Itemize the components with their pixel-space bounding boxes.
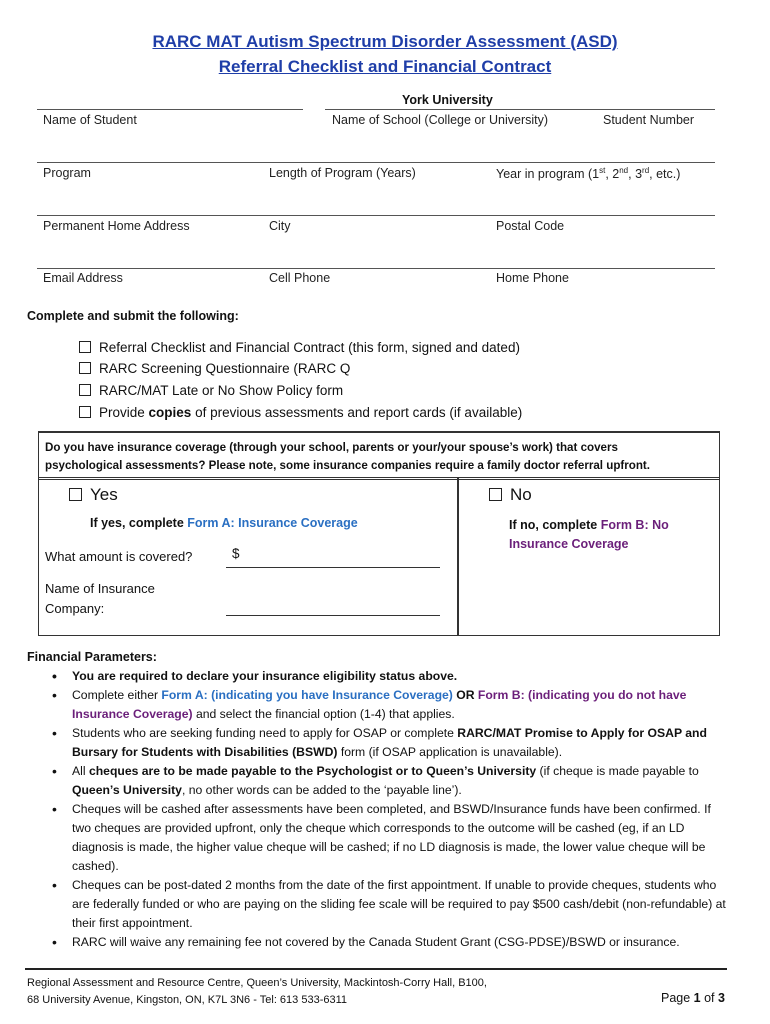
- currency-symbol: $: [232, 546, 240, 561]
- name-of-school-label: Name of School (College or University): [332, 113, 549, 127]
- form-b-link[interactable]: Form B: No: [600, 518, 669, 532]
- contact-line[interactable]: [37, 268, 715, 269]
- checklist-item[interactable]: RARC Screening Questionnaire (RARC Q: [79, 361, 350, 376]
- yes-option[interactable]: Yes: [69, 485, 118, 505]
- checkbox[interactable]: [79, 362, 91, 374]
- list-item: • Students who are seeking funding need to apply for OSAP or complete RARC/MAT Promise to Apply for OSAP and Bursary for Students with Disabilities (BSWD) form (if OSAP application is unavailable).: [72, 724, 732, 762]
- list-item: • Complete either Form A: (indicating you have Insurance Coverage) OR Form B: (indicating you do not have Insurance Coverage) and select the financial option (1-4) that applies.: [72, 686, 732, 724]
- checklist-item[interactable]: RARC/MAT Late or No Show Policy form: [79, 383, 343, 398]
- no-option[interactable]: No: [489, 485, 532, 505]
- list-item: • You are required to declare your insurance eligibility status above.: [72, 667, 732, 686]
- footer-address: Regional Assessment and Resource Centre, Queen’s University, Mackintosh-Corry Hall, B100, 68 University Avenue, Kingston, ON, K7L 3N6 - Tel: 613 533-6311: [27, 977, 487, 1006]
- page-number: Page 1 of 3: [661, 991, 725, 1005]
- student-number-label: Student Number: [603, 113, 695, 127]
- program-line[interactable]: [37, 162, 715, 163]
- name-of-student-label: Name of Student: [43, 113, 137, 127]
- insurance-question: Do you have insurance coverage (through your school, parents or your/your spouse’s work) that covers psychological assessments? Please note, some insurance companies require a family doctor referral upfront.: [45, 441, 651, 472]
- checklist-item[interactable]: Referral Checklist and Financial Contract (this form, signed and dated): [79, 340, 520, 355]
- list-item: • Cheques can be post-dated 2 months from the date of the first appointment. If unable to provide cheques, students who are federally funded or who are paying on the sliding fee scale will be required to pay $500 cash/debit (non-refundable) at their first appointment.: [72, 876, 732, 933]
- student-name-line[interactable]: [37, 109, 303, 110]
- page-title: RARC MAT Autism Spectrum Disorder Assessment (ASD): [152, 32, 618, 51]
- yes-instruction: If yes, complete Form A: Insurance Coverage: [90, 516, 358, 530]
- no-instruction: If no, complete Form B: No Insurance Coverage: [509, 518, 669, 551]
- amount-input[interactable]: [226, 567, 440, 568]
- email-label: Email Address: [43, 271, 123, 285]
- financial-heading: Financial Parameters:: [27, 650, 157, 664]
- list-item: • Cheques will be cashed after assessments have been completed, and BSWD/Insurance funds have been confirmed. If two cheques are provided upfront, only the cheque which corresponds to the outcome will be cashed (eg, if an LD diagnosis is made, the higher value cheque will be cashed; if no LD diagnosis is made, the lower value cheque will be cashed).: [72, 800, 732, 876]
- page-subtitle: Referral Checklist and Financial Contract: [218, 57, 552, 76]
- footer-divider: [25, 968, 727, 970]
- home-phone-label: Home Phone: [496, 271, 569, 285]
- financial-list: [42, 667, 732, 952]
- program-label: Program: [43, 166, 91, 180]
- checkbox[interactable]: [79, 341, 91, 353]
- school-value: York University: [402, 93, 493, 107]
- postal-code-label: Postal Code: [496, 219, 565, 233]
- address-line[interactable]: [37, 215, 715, 216]
- school-student-number-line[interactable]: [325, 109, 715, 110]
- city-label: City: [269, 219, 291, 233]
- length-of-program-label: Length of Program (Years): [269, 166, 416, 180]
- year-in-program-label: Year in program (1st, 2nd, 3rd, etc.): [496, 166, 681, 182]
- home-address-label: Permanent Home Address: [43, 219, 190, 233]
- yes-checkbox[interactable]: [69, 488, 82, 501]
- no-checkbox[interactable]: [489, 488, 502, 501]
- amount-label: What amount is covered?: [45, 549, 193, 564]
- insurance-company-input[interactable]: [226, 615, 440, 616]
- checklist-heading: Complete and submit the following:: [27, 309, 239, 323]
- list-item: • All cheques are to be made payable to the Psychologist or to Queen’s University (if cheque is made payable to Queen’s University, no other words can be added to the ‘payable line’).: [72, 762, 732, 800]
- checkbox[interactable]: [79, 384, 91, 396]
- checklist-item[interactable]: Provide copies of previous assessments and report cards (if available): [79, 405, 522, 420]
- cell-phone-label: Cell Phone: [269, 271, 331, 285]
- list-item: • RARC will waive any remaining fee not covered by the Canada Student Grant (CSG-PDSE)/BSWD or insurance.: [72, 933, 732, 952]
- checkbox[interactable]: [79, 406, 91, 418]
- form-a-link[interactable]: Form A: Insurance Coverage: [187, 516, 358, 530]
- insurance-company-label: Name of Insurance Company:: [45, 581, 155, 616]
